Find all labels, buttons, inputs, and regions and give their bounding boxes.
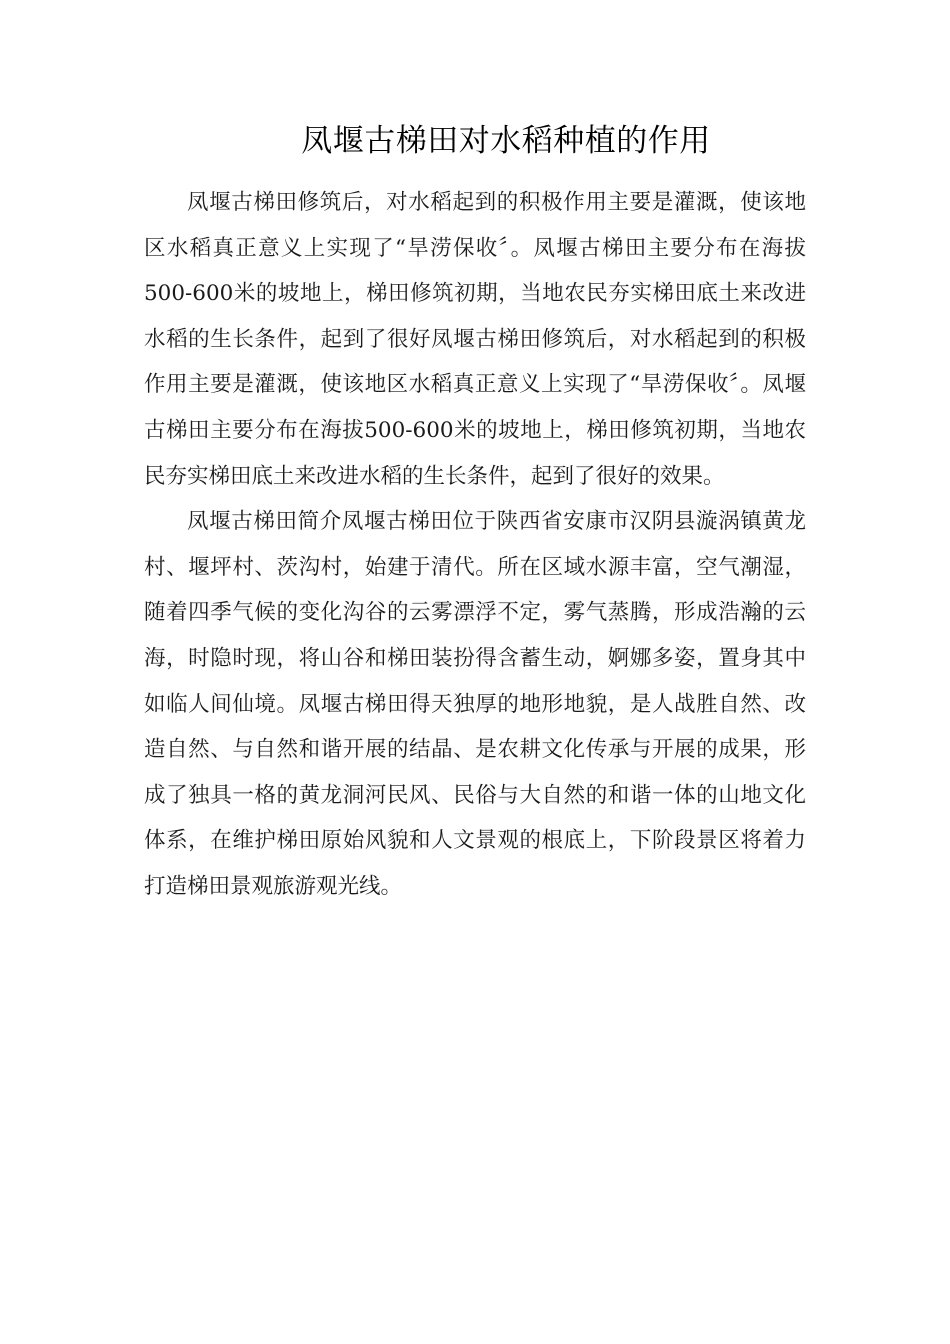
document-body <box>144 180 806 910</box>
paragraph: 凤堰古梯田简介凤堰古梯田位于陕西省安康市汉阴县漩涡镇黄龙村、堰坪村、茨沟村，始建于清代。所在区域水源丰富，空气潮湿，随着四季气候的变化沟谷的云雾漂浮不定，雾气蒸腾，形成浩瀚的云海，时隐时现，将山谷和梯田装扮得含蓄生动，婀娜多姿，置身其中如临人间仙境。凤堰古梯田得天独厚的地形地貌，是人战胜自然、改造自然、与自然和谐开展的结晶、是农耕文化传承与开展的成果，形成了独具一格的黄龙洞河民风、民俗与大自然的和谐一体的山地文化体系，在维护梯田原始风貌和人文景观的根底上，下阶段景区将着力打造梯田景观旅游观光线。 <box>144 509 806 899</box>
document-title: 凤堰古梯田对水稻种植的作用 <box>301 123 711 159</box>
paragraph: 凤堰古梯田修筑后，对水稻起到的积极作用主要是灌溉，使该地区水稻真正意义上实现了“旱涝保收〞。凤堰古梯田主要分布在海拔500-600米的坡地上，梯田修筑初期，当地农民夯实梯田底土来改进水稻的生长条件，起到了很好凤堰古梯田修筑后，对水稻起到的积极作用主要是灌溉，使该地区水稻真正意义上实现了“旱涝保收〞。凤堰古梯田主要分布在海拔500-600米的坡地上，梯田修筑初期，当地农民夯实梯田底土来改进水稻的生长条件，起到了很好的效果。 <box>144 190 806 489</box>
